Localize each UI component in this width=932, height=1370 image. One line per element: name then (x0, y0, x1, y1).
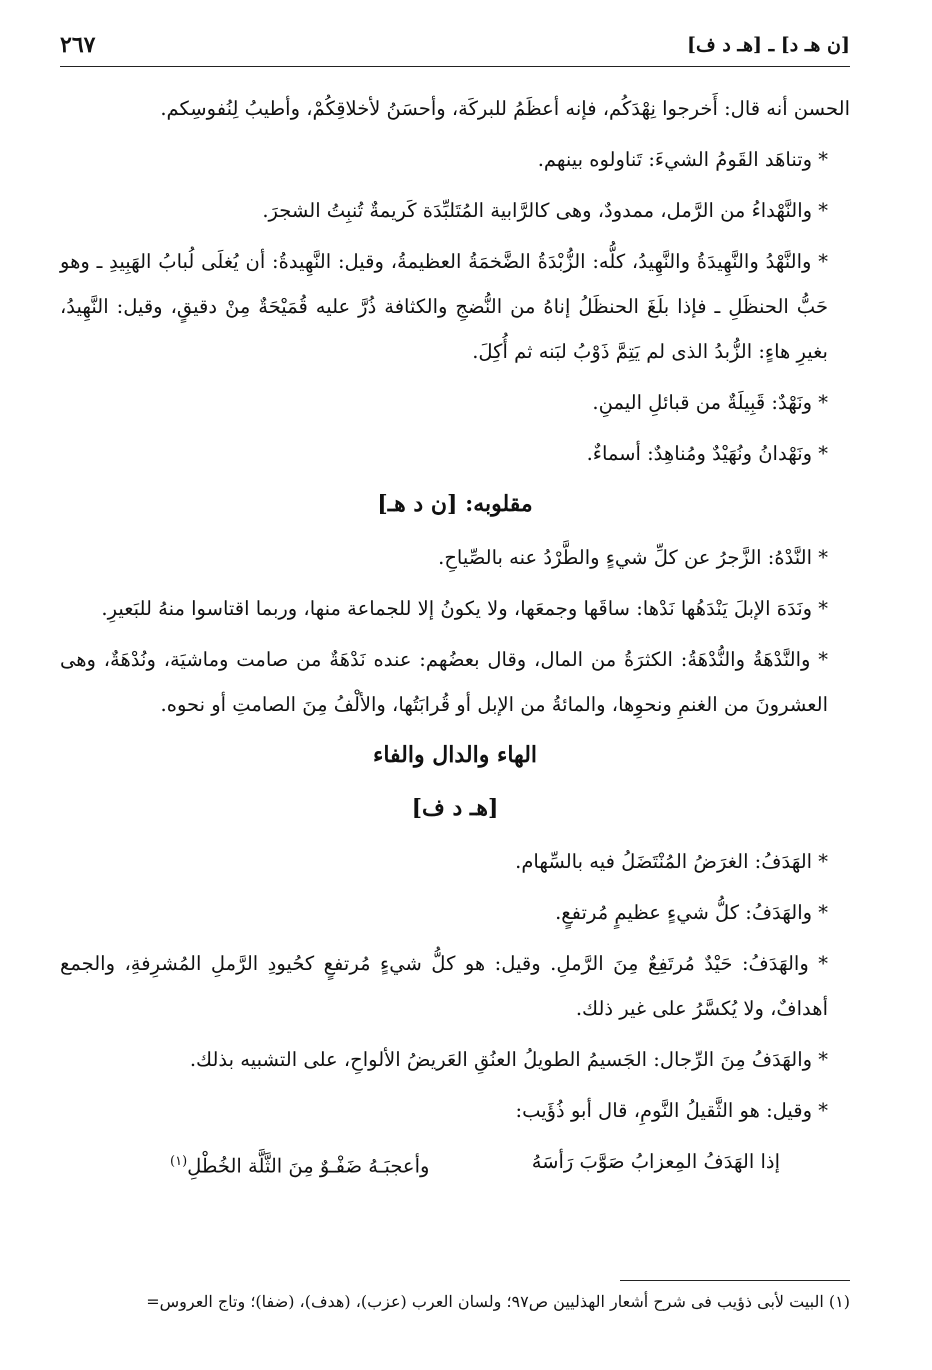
verse-hemistich-first: إذا الهَدَفُ المِعزابُ صَوَّبَ رَأسَهُ (531, 1150, 780, 1173)
verse-hemistich-second-text: وأعجبَـهُ ضَفْـوٌ مِنَ الثَّلَّة الخُطْلِ (187, 1154, 430, 1178)
paragraph: * الهَدَفُ: الغرَضُ المُنْتَضَلُ فيه بالسِّهام. (515, 850, 828, 873)
paragraph: * ونَهْدانُ ونُهَيْدٌ ومُناهِدٌ: أسماءٌ. (586, 442, 828, 465)
paragraph: * ونَدَهَ الإبلَ يَنْدَهُها نَدْها: ساقَها وجمعَها، ولا يكونُ إلا للجماعة منها، وربما اقتاسوا منهُ للبَعيرِ. (101, 597, 828, 620)
running-head: [ن هـ د] ـ [هـ د ف] (687, 34, 850, 56)
paragraph: * وقيل: هو الثَّقيلُ النَّومِ، قال أبو ذُؤَيب: (515, 1099, 828, 1122)
footnote-reference: (١) (170, 1154, 188, 1169)
paragraph: * ونَهْدٌ: قَبِيلَةٌ من قبائلِ اليمنِ. (592, 391, 828, 414)
root-heading: [هـ د ف] (411, 795, 499, 821)
paragraph: * والنَّهْدُ والنَّهِيدَةُ والنَّهِيدُ، كلُّه: الزُّبْدَةُ الضَّخمَةُ العظيمةُ، وقيل: النَّهِيدةُ: أن يُغلَى لُبابُ الهَبِيدِ ـ وهو حَبُّ الحنظَلِ ـ فإذا بلَغَ الحنظَلُ إناهُ من النُّضجِ والكثافة ذُرَّ عليه قُمَيْحَةٌ مِنْ دقيقٍ، وقيل: النَّهِيدُ، بغيرِ هاءٍ: الزُّبدُ الذى لم يَتِمَّ ذَوْبُ لبَنه ثم أُكِلَ. (60, 250, 828, 363)
paragraph: الحسن أنه قال: أَخرجوا نِهْدَكُم، فإنه أعظَمُ للبركَة، وأحسَنُ لأخلاقِكُمْ، وأطيبُ لِنُفوسِكم. (160, 97, 850, 120)
verse-hemistich-second (170, 1139, 429, 1189)
chapter-heading: الهاء والدال والفاء (372, 742, 538, 768)
page-body (60, 86, 850, 1189)
paragraph: * والهَدَفُ: حَيْدٌ مُرتَفِعٌ مِنَ الرَّملِ. وقيل: هو كلُّ شيءٍ مُرتفعٍ كحُيودِ الرَّملِ المُشرِفةِ، والجمع أهدافٌ، ولا يُكسَّرُ على غير ذلك. (60, 952, 828, 1020)
paragraph: * وتناهَد القَومُ الشيءَ: تَناولوه بينهم. (537, 148, 828, 171)
paragraph: * والهَدَفُ مِنَ الرِّجال: الجَسيمُ الطويلُ العنُقِ العَريضُ الألواحِ، على التشبيه بذلك. (189, 1048, 828, 1071)
paragraph: * النَّدْهُ: الزَّجرُ عن كلِّ شيءٍ والطَّرْدُ عنه بالصِّياحِ. (438, 546, 828, 569)
footnote-divider (620, 1280, 850, 1281)
paragraph: * والنَّدْهَةُ والنُّدْهَةُ: الكثرَةُ من المال، وقال بعضُهم: عنده نَدْهَةٌ من صامت وماشيَة، ونُدْهَةٌ، وهى العشرونَ من الغنمِ ونحوِها، والمائةُ من الإبل أو قُرابَتُها، والألْفُ مِنَ الصامتِ أو نحوه. (60, 648, 828, 716)
page-header (60, 30, 850, 67)
footnote: (١) البيت لأبى ذؤيب فى شرح أشعار الهذليين ص٩٧؛ ولسان العرب (عزب)، (هدف)، (ضفا)؛ وتاج العروس= (146, 1292, 850, 1311)
paragraph: * والنَّهْداءُ من الرَّمل، ممدودٌ، وهى كالرَّابية المُتَلبِّدَة كَريمةٌ تُنبِتُ الشجرَ. (262, 199, 828, 222)
section-heading-maqlub: مقلوبه: [ن د هـ] (377, 491, 533, 517)
paragraph: * والهَدَفُ: كلُّ شيءٍ عظيمٍ مُرتفعٍ. (555, 901, 828, 924)
page-number: ٢٦٧ (60, 32, 96, 58)
poetry-verse (60, 1139, 850, 1189)
